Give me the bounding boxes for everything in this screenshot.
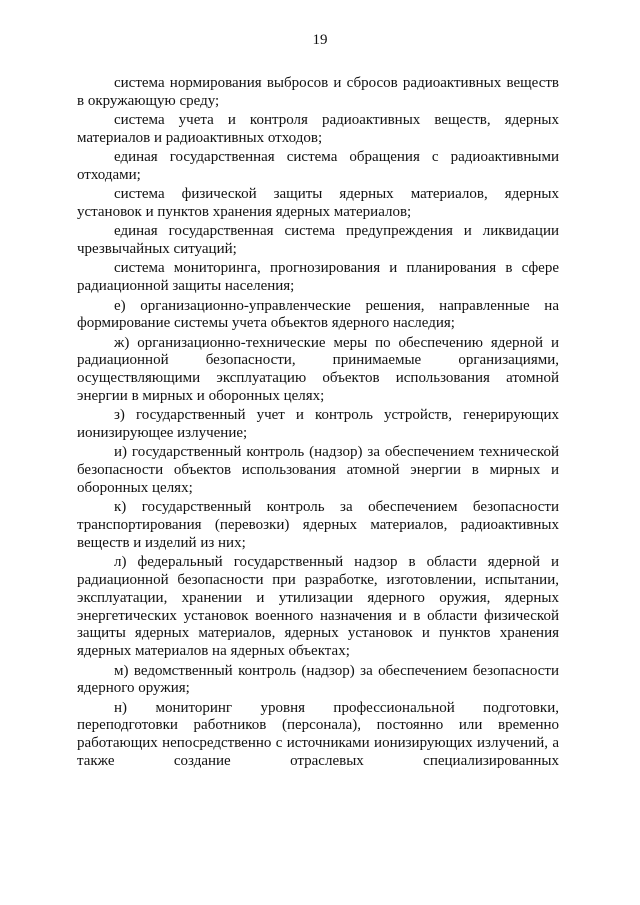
paragraph: система физической защиты ядерных материалов, ядерных установок и пунктов хранения ядерных материалов; xyxy=(77,186,559,221)
paragraph: и) государственный контроль (надзор) за обеспечением технической безопасности объектов использования атомной энергии в мирных и оборонных целях; xyxy=(77,444,559,497)
paragraph: м) ведомственный контроль (надзор) за обеспечением безопасности ядерного оружия; xyxy=(77,662,559,697)
document-body xyxy=(77,75,559,772)
paragraph: единая государственная система обращения с радиоактивными отходами; xyxy=(77,149,559,183)
paragraph: единая государственная система предупреждения и ликвидации чрезвычайных ситуаций; xyxy=(77,223,559,258)
paragraph: система нормирования выбросов и сбросов радиоактивных веществ в окружающую среду; xyxy=(77,75,559,109)
paragraph: к) государственный контроль за обеспечением безопасности транспортирования (перевозки) ядерных материалов, радиоактивных веществ и изделий из них; xyxy=(77,499,559,551)
paragraph: з) государственный учет и контроль устройств, генерирующих ионизирующее излучение; xyxy=(77,407,559,442)
paragraph: н) мониторинг уровня профессиональной подготовки, переподготовки работников (персонала), постоянно или временно работающих непосредственно с источниками ионизирующих излучений, а также создание отраслевых специализированных xyxy=(77,699,559,769)
paragraph: ж) организационно-технические меры по обеспечению ядерной и радиационной безопасности, принимаемые организациями, осуществляющими эксплуатацию объектов использования атомной энергии в мирных и оборонных целях; xyxy=(77,334,559,405)
paragraph: е) организационно-управленческие решения, направленные на формирование системы учета объектов ядерного наследия; xyxy=(77,297,559,332)
paragraph: л) федеральный государственный надзор в области ядерной и радиационной безопасности при разработке, изготовлении, испытании, эксплуатации, хранении и утилизации ядерного оружия, ядерных энергетических установок военного назначения и в области физической защиты ядерных материалов, ядерных установок и пунктов хранения ядерных материалов на ядерных объектах; xyxy=(77,554,559,660)
page-number: 19 xyxy=(312,32,328,48)
paragraph: система мониторинга, прогнозирования и планирования в сфере радиационной защиты населения; xyxy=(77,260,559,295)
paragraph: система учета и контроля радиоактивных веществ, ядерных материалов и радиоактивных отходов; xyxy=(77,112,559,146)
